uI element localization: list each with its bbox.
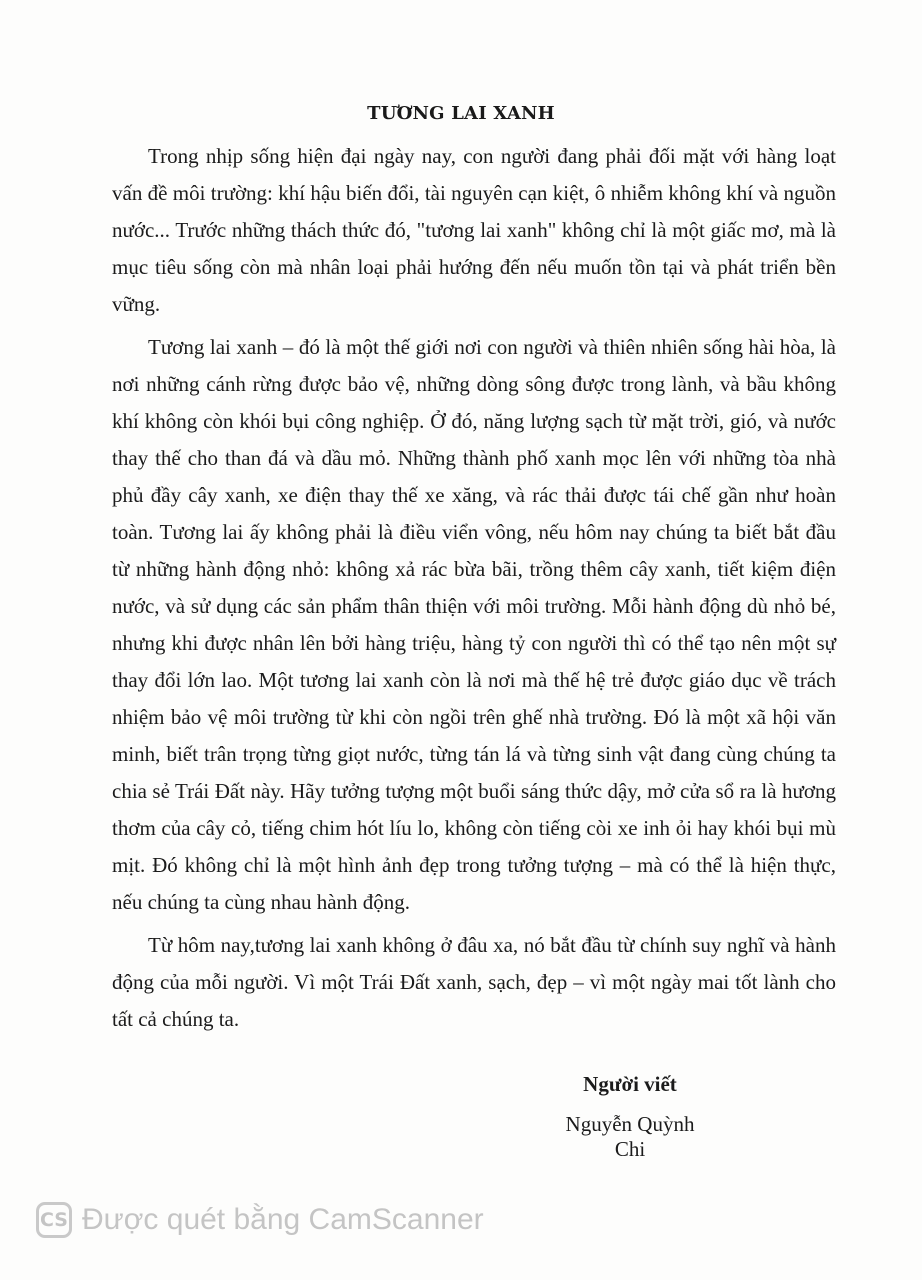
- camscanner-watermark: [36, 1202, 484, 1238]
- signature-role: Người viết: [583, 1072, 677, 1096]
- paragraph-conclusion: Từ hôm nay,tương lai xanh không ở đâu xa, nó bắt đầu từ chính suy nghĩ và hành động của mỗi người. Vì một Trái Đất xanh, sạch, đẹp – vì một ngày mai tốt lành cho tất cả chúng ta.: [112, 933, 836, 1031]
- paragraph-intro: Trong nhịp sống hiện đại ngày nay, con người đang phải đối mặt với hàng loạt vấn đề môi trường: khí hậu biến đổi, tài nguyên cạn kiệt, ô nhiễm không khí và nguồn nước... Trước những thách thức đó, "tương lai xanh" không chỉ là một giấc mơ, mà là mục tiêu sống còn mà nhân loại phải hướng đến nếu muốn tồn tại và phát triển bền vững.: [112, 144, 836, 316]
- watermark-text: Được quét bằng CamScanner: [82, 1203, 484, 1236]
- signature-name: Nguyễn Quỳnh Chi: [565, 1112, 695, 1161]
- paragraph-main: Tương lai xanh – đó là một thế giới nơi con người và thiên nhiên sống hài hòa, là nơi những cánh rừng được bảo vệ, những dòng sông được trong lành, và bầu không khí không còn khói bụi công nghiệp. Ở đó, năng lượng sạch từ mặt trời, gió, và nước thay thế cho than đá và dầu mỏ. Những thành phố xanh mọc lên với những tòa nhà phủ đầy cây xanh, xe điện thay thế xe xăng, và rác thải được tái chế gần như hoàn toàn. Tương lai ấy không phải là điều viển vông, nếu hôm nay chúng ta biết bắt đầu từ những hành động nhỏ: không xả rác bừa bãi, trồng thêm cây xanh, tiết kiệm điện nước, và sử dụng các sản phẩm thân thiện với môi trường. Mỗi hành động dù nhỏ bé, nhưng khi được nhân lên bởi hàng triệu, hàng tỷ con người thì có thể tạo nên một sự thay đổi lớn lao. Một tương lai xanh còn là nơi mà thế hệ trẻ được giáo dục về trách nhiệm bảo vệ môi trường từ khi còn ngồi trên ghế nhà trường. Đó là một xã hội văn minh, biết trân trọng từng giọt nước, từng tán lá và từng sinh vật đang cùng chúng ta chia sẻ Trái Đất này. Hãy tưởng tượng một buổi sáng thức dậy, mở cửa sổ ra là hương thơm của cây cỏ, tiếng chim hót líu lo, không còn tiếng còi xe inh ỏi hay khói bụi mù mịt. Đó không chỉ là một hình ảnh đẹp trong tưởng tượng – mà có thể là hiện thực, nếu chúng ta cùng nhau hành động.: [112, 335, 836, 914]
- camscanner-icon: CS: [36, 1202, 72, 1238]
- document-body: [112, 138, 836, 1044]
- document-title: TƯƠNG LAI XANH: [367, 103, 555, 124]
